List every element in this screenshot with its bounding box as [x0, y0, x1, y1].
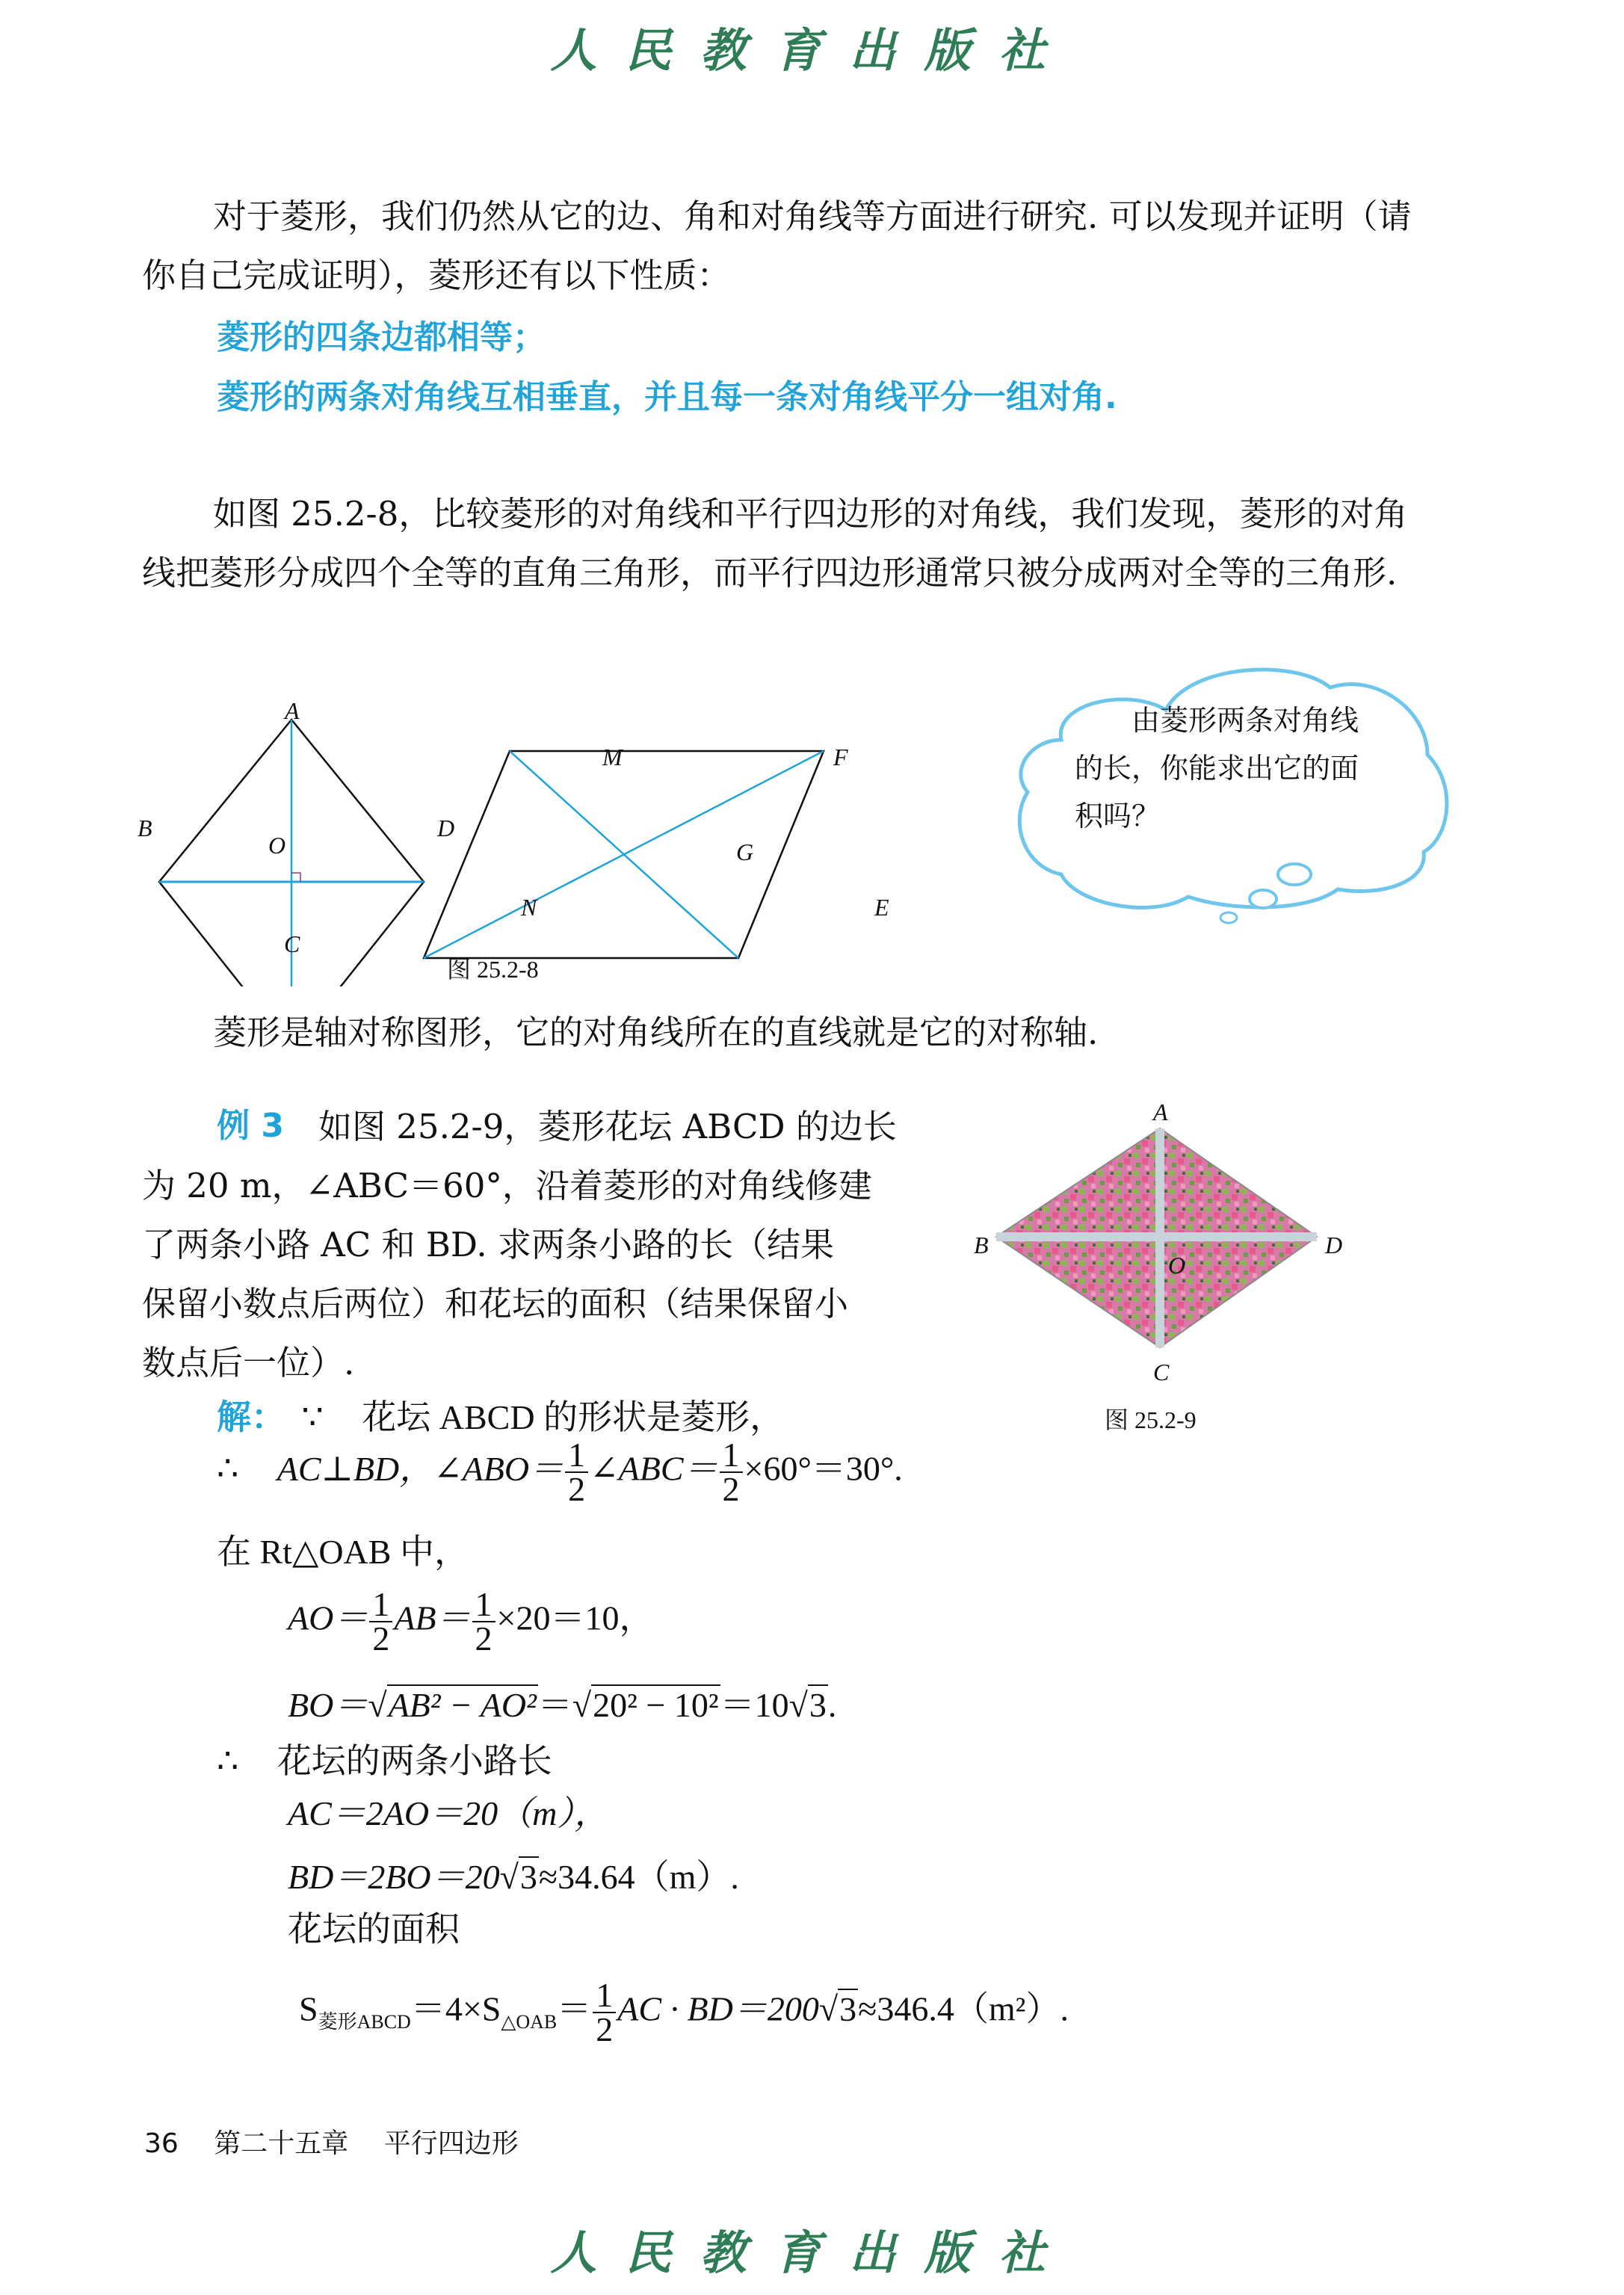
solution-line-1: [217, 1390, 784, 1439]
eq-bo: BO＝: [288, 1686, 368, 1724]
label-m: M: [602, 744, 623, 770]
publisher-footer: 人民教育出版社: [550, 2225, 1074, 2280]
fraction-half: [593, 1976, 616, 2048]
fraction-half: [472, 1585, 495, 1658]
eq-4s: ＝4×S: [410, 1989, 501, 2028]
label-a: A: [285, 697, 300, 724]
label-f: F: [833, 744, 848, 770]
frac-num: 1: [720, 1439, 743, 1473]
solution-line-2: [217, 1436, 903, 1508]
frac-num: 1: [565, 1439, 588, 1473]
right-angle-mark: [291, 873, 300, 882]
sqrt-20-10: 20² − 10²: [593, 1686, 719, 1724]
chapter-number: 第二十五章: [214, 2128, 349, 2159]
eq-ab: AB＝: [394, 1599, 471, 1637]
property-2: 菱形的两条对角线互相垂直，并且每一条对角线平分一组对角.: [217, 378, 1117, 416]
label-o: O: [268, 832, 286, 859]
area-approx: ≈346.4（m²）.: [858, 1989, 1069, 2028]
sqrt-3: 3: [809, 1686, 827, 1724]
fig9-label-a: A: [1153, 1099, 1168, 1125]
period: .: [827, 1686, 837, 1724]
example-line-1: 如图 25.2-9，菱形花坛 ABCD 的边长: [318, 1107, 897, 1146]
bubble-dot-medium: [1250, 890, 1276, 908]
eq-abc: ∠ABC＝: [590, 1449, 718, 1488]
eq-result-30: ×60°＝30°.: [744, 1449, 903, 1488]
frac-den: 2: [372, 1619, 390, 1658]
bubble-dot-small: [1220, 912, 1237, 923]
figure-25-2-9: [972, 1099, 1435, 1412]
equals: ＝: [557, 1989, 592, 2028]
comparison-paragraph: 如图 25.2-8，比较菱形的对角线和平行四边形的对角线，我们发现，菱形的对角线把菱形分成四个全等的直角三角形，而平行四边形通常只被分成两对全等的三角形.: [142, 494, 1408, 593]
page-number: 36: [144, 2128, 179, 2159]
label-g: G: [736, 838, 754, 865]
frac-num: 1: [369, 1588, 392, 1622]
label-d: D: [437, 815, 455, 841]
eq-abo: AC⊥BD，∠ABO＝: [277, 1449, 564, 1488]
example-line-5: 数点后一位）.: [142, 1343, 355, 1383]
label-n: N: [521, 894, 537, 921]
page-footer: [144, 2122, 519, 2160]
therefore-symbol: ∴: [217, 1449, 239, 1488]
publisher-header: 人民教育出版社: [550, 23, 1074, 78]
area-subscript-triangle: △OAB: [501, 2010, 558, 2033]
bubble-dot-large: [1278, 864, 1311, 885]
figure-caption-25-2-9: 图 25.2-9: [1105, 1406, 1197, 1433]
solution-line-8: BD＝2BO＝20√3≈34.64（m）.: [288, 1858, 739, 1896]
eq-ac-bd: AC · BD＝200: [617, 1989, 819, 2028]
example-line-3: 了两条小路 AC 和 BD. 求两条小路的长（结果: [142, 1225, 834, 1264]
equals: ＝: [537, 1686, 572, 1724]
frac-den: 2: [475, 1619, 493, 1658]
solution-line-5: BO＝√AB² − AO²＝√20² − 10²＝10√3.: [288, 1686, 837, 1724]
frac-den: 2: [568, 1470, 586, 1508]
area-subscript-rhombus: 菱形ABCD: [318, 2010, 411, 2033]
solution-premise: 花坛 ABCD 的形状是菱形，: [362, 1398, 785, 1436]
label-e: E: [874, 894, 889, 921]
label-c: C: [284, 930, 300, 957]
frac-num: 1: [472, 1588, 495, 1622]
frac-den: 2: [722, 1470, 740, 1508]
fig9-label-d: D: [1325, 1232, 1343, 1258]
solution-line-3: 在 Rt△OAB 中，: [217, 1533, 469, 1571]
sqrt-3: 3: [839, 1989, 857, 2028]
parallelogram-mnef: [424, 751, 824, 958]
fraction-half: [565, 1436, 588, 1508]
intro-paragraph: 对于菱形，我们仍然从它的边、角和对角线等方面进行研究. 可以发现并证明（请你自己完成证明），菱形还有以下性质：: [142, 197, 1412, 295]
symmetry-paragraph: 菱形是轴对称图形，它的对角线所在的直线就是它的对称轴.: [213, 1013, 1099, 1052]
fig9-label-b: B: [974, 1232, 989, 1258]
bubble-text: 由菱形两条对角线的长，你能求出它的面积吗？: [1075, 704, 1359, 833]
diagonal-nf: [424, 751, 824, 958]
eq-ao: AO＝: [288, 1599, 368, 1637]
solution-line-9: 花坛的面积: [288, 1910, 460, 1948]
fig9-label-c: C: [1153, 1359, 1170, 1386]
example-3-label: 例 3: [217, 1107, 284, 1145]
sqrt-ab-ao: AB² − AO²: [388, 1686, 537, 1724]
solution-line-7: AC＝2AO＝20（m），: [288, 1794, 609, 1832]
fraction-half: [369, 1585, 392, 1658]
frac-num: 1: [593, 1979, 616, 2013]
label-b: B: [138, 815, 152, 841]
therefore-symbol: ∴: [217, 1742, 239, 1780]
because-symbol: ∵: [301, 1398, 324, 1436]
area-symbol: S: [299, 1989, 318, 2028]
figure-25-2-8: [127, 688, 1024, 986]
eq-bd: BD＝2BO＝20: [288, 1858, 500, 1896]
solution-line-6: [217, 1734, 552, 1783]
fig9-label-o: O: [1168, 1252, 1186, 1279]
solution-label: 解：: [217, 1397, 285, 1437]
example-text: [142, 1097, 957, 1392]
solution-line-10: $S_{菱形ABCD}=4\times S_{\triangle OAB}=$ $\frac{1}{2}$ AC · BD＝200√3≈346.4（m²）.: [299, 1976, 1069, 2048]
paths-length-label: 花坛的两条小路长: [277, 1742, 552, 1780]
ten: ＝10: [720, 1686, 789, 1724]
bd-approx: ≈34.64（m）.: [538, 1858, 739, 1896]
example-line-2: 为 20 m，∠ABC＝60°，沿着菱形的对角线修建: [142, 1166, 872, 1205]
chapter-title: 平行四边形: [383, 2128, 519, 2159]
solution-line-4: [288, 1585, 654, 1658]
example-line-4: 保留小数点后两位）和花坛的面积（结果保留小: [142, 1284, 849, 1323]
eq-result-10: ×20＝10，: [496, 1599, 654, 1637]
property-1: 菱形的四条边都相等；: [217, 318, 546, 356]
fraction-half: [720, 1436, 743, 1508]
sqrt-3: 3: [519, 1858, 537, 1896]
frac-den: 2: [596, 2010, 614, 2048]
figure-caption-25-2-8: 图 25.2-8: [447, 956, 539, 983]
